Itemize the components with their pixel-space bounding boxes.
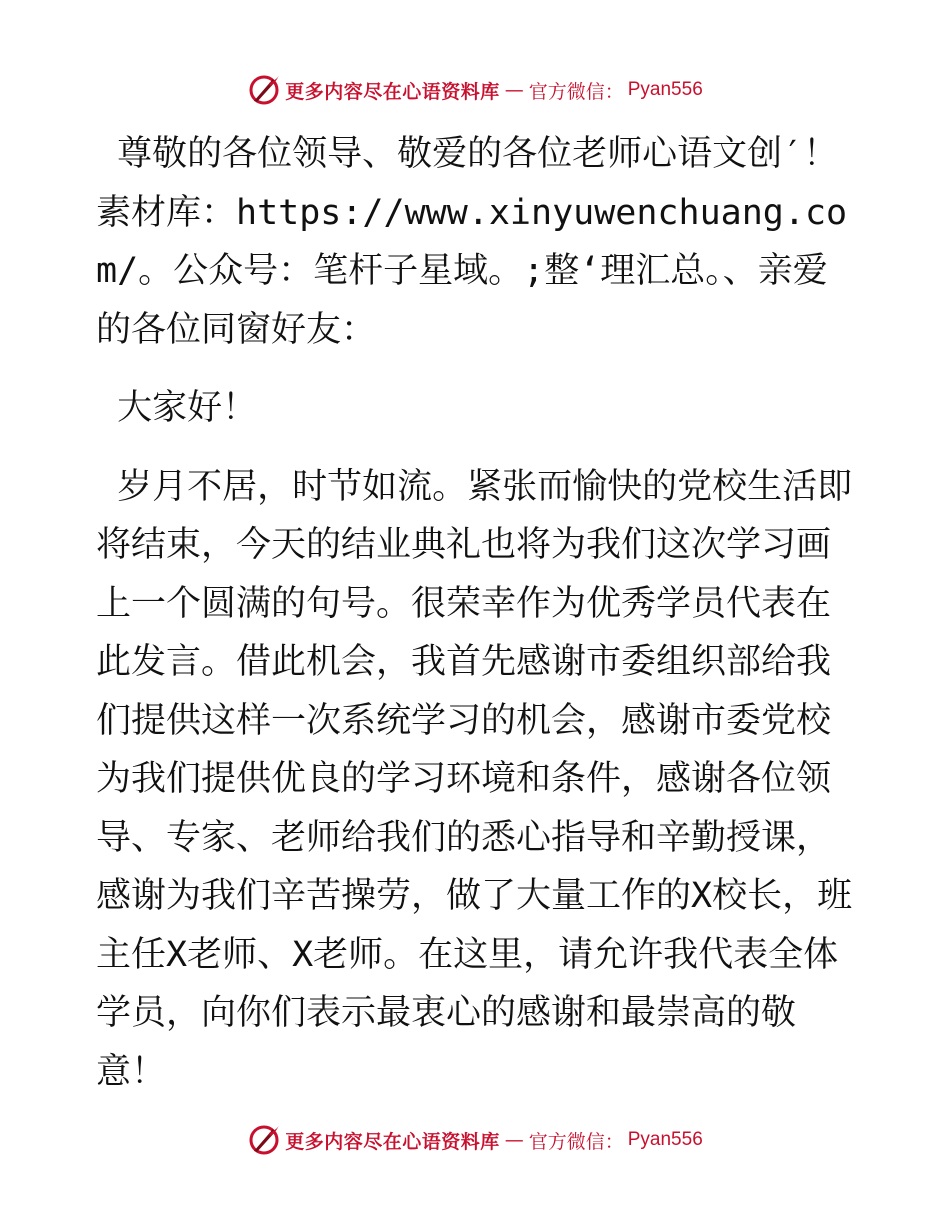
paragraph-greeting: 大家好！ — [96, 388, 258, 428]
paragraph-salutation: 尊敬的各位领导、敬爱的各位老师心语文创′！素材库：https://www.xinyuwenchuang.com/。公众号：笔杆子星域。;整‘理汇总。、亲爱的各位同窗好友： — [96, 134, 848, 350]
header-brand-text: 更多内容尽在心语资料库 — [285, 80, 500, 103]
page-footer — [0, 1120, 950, 1160]
page-header — [0, 70, 950, 110]
footer-separator: — — [504, 1129, 524, 1151]
footer-wechat-id: Pyan556 — [627, 1129, 703, 1150]
quill-pen-circle-icon — [247, 73, 281, 107]
footer-wechat-label: 官方微信： — [528, 1130, 624, 1153]
footer-brand — [247, 1123, 703, 1157]
header-wechat-id: Pyan556 — [627, 79, 703, 100]
header-separator: — — [504, 79, 524, 101]
document-body — [96, 125, 856, 1121]
quill-pen-circle-icon — [247, 1123, 281, 1157]
footer-brand-text: 更多内容尽在心语资料库 — [285, 1130, 500, 1153]
paragraph-main: 岁月不居，时节如流。紧张而愉快的党校生活即将结束，今天的结业典礼也将为我们这次学习画上一个圆满的句号。很荣幸作为优秀学员代表在此发言。借此机会，我首先感谢市委组织部给我们提供这样一次系统学习的机会，感谢市委党校为我们提供优良的学习环境和条件，感谢各位领导、专家、老师给我们的悉心指导和辛勤授课，感谢为我们辛苦操劳，做了大量工作的X校长，班主任X老师、X老师。在这里，请允许我代表全体学员，向你们表示最衷心的感谢和最崇高的敬意！ — [96, 466, 853, 1092]
header-brand — [247, 73, 703, 107]
header-wechat-label: 官方微信： — [528, 80, 624, 103]
